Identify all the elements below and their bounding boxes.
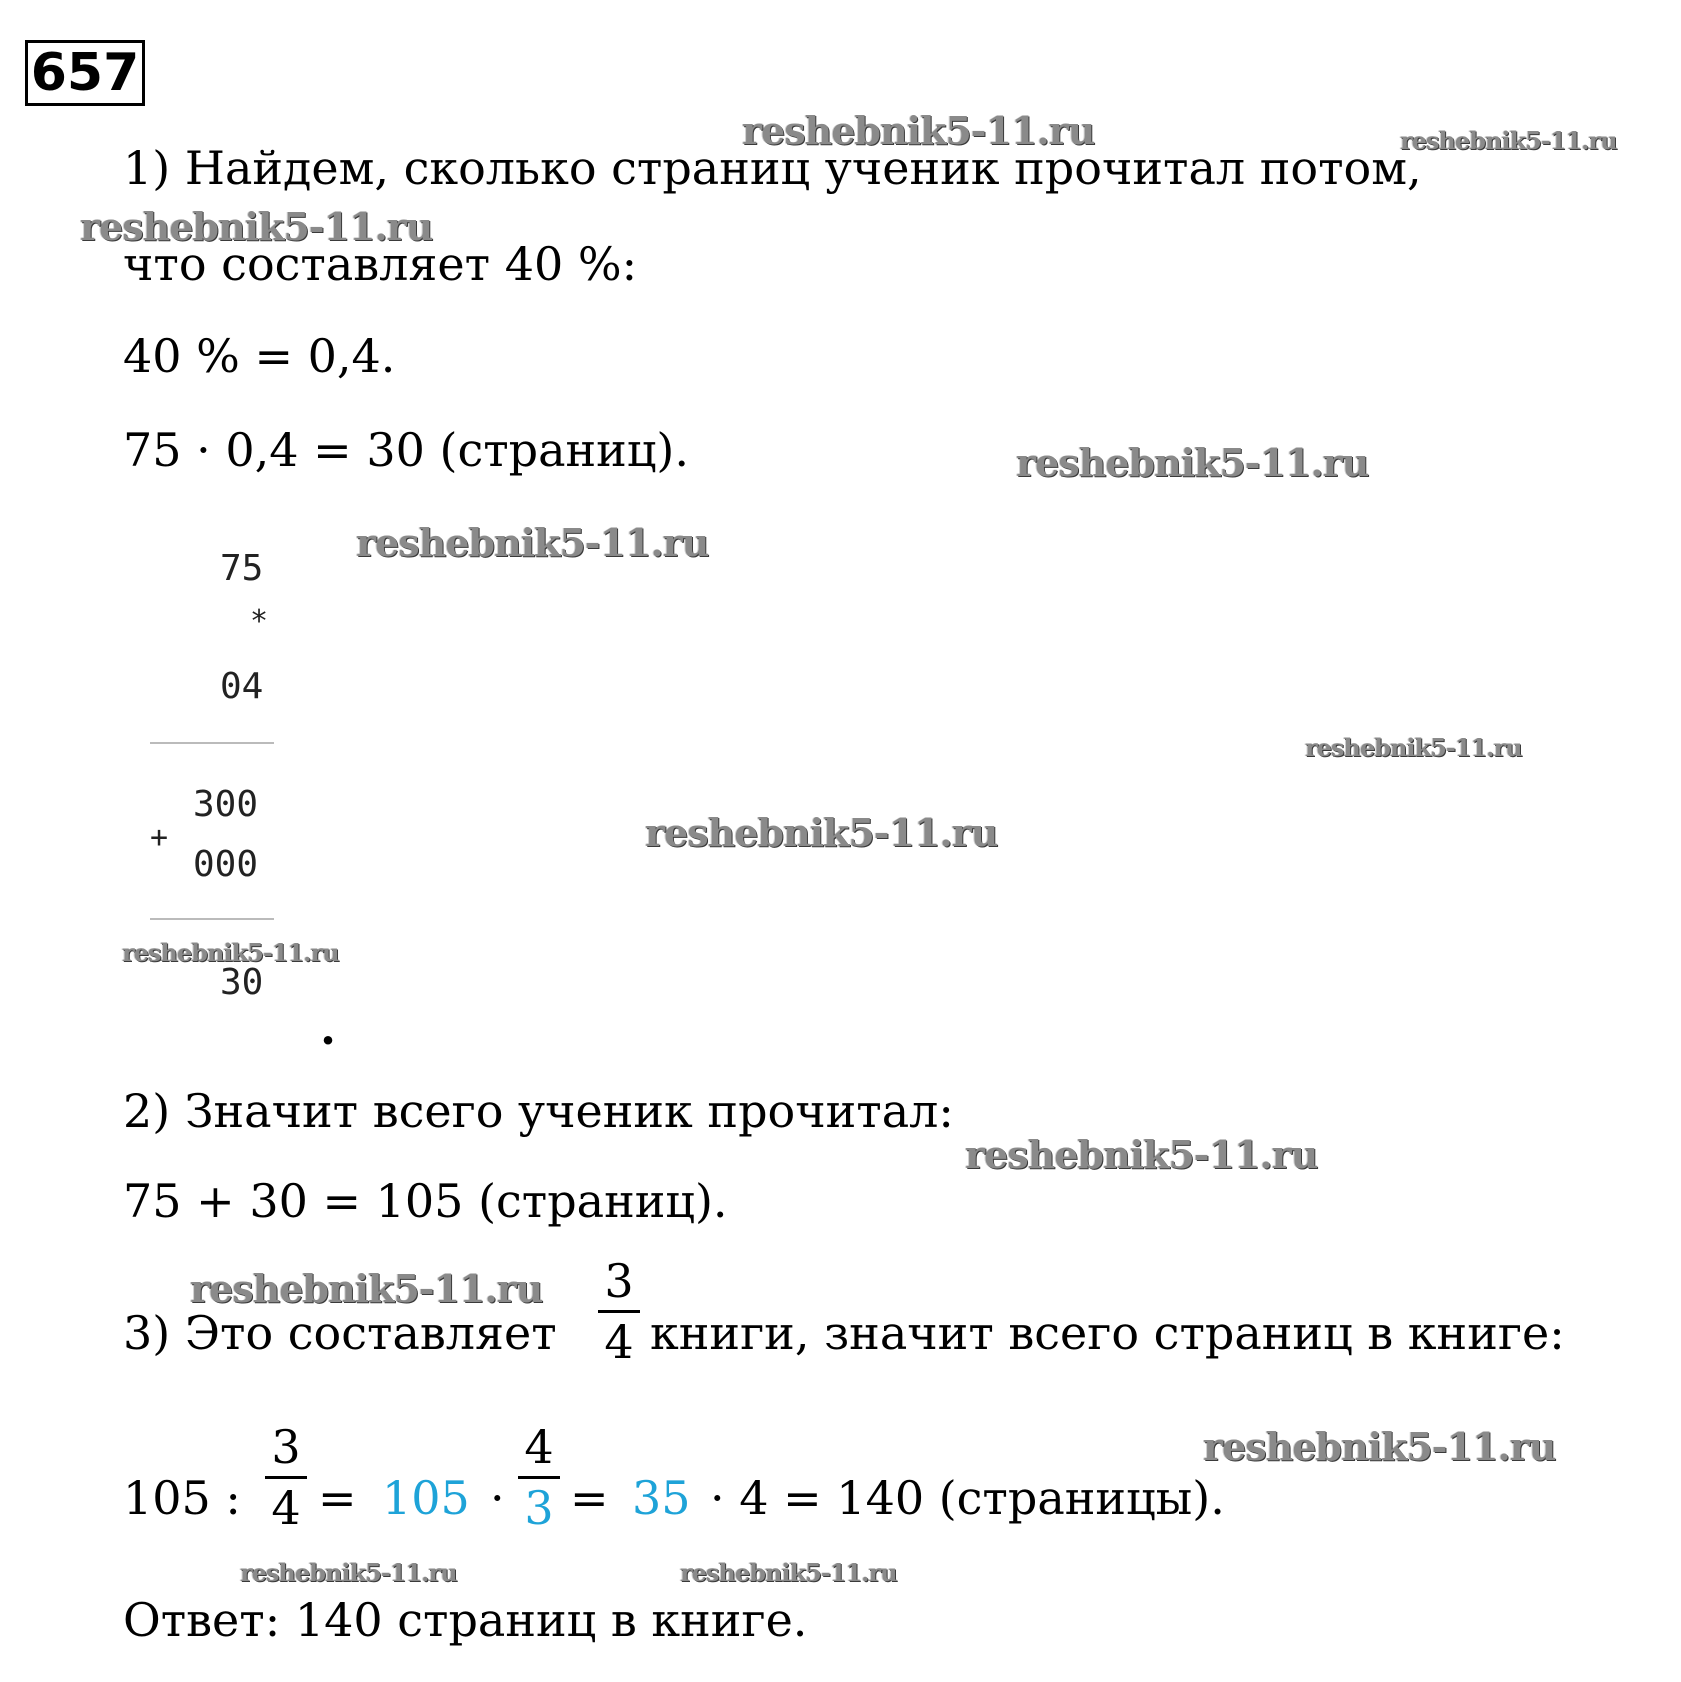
step3-fraction bbox=[598, 1254, 640, 1369]
column-mult-second: 04 bbox=[220, 666, 264, 707]
fraction-2-numerator: 4 bbox=[524, 1420, 554, 1474]
watermark: reshebnik5-11.ru bbox=[122, 938, 339, 967]
step1-eq2: 75 · 0,4 = 30 (страниц). bbox=[123, 423, 689, 477]
step3-fraction-2 bbox=[518, 1420, 560, 1535]
fraction-1-bar bbox=[265, 1476, 307, 1479]
watermark: reshebnik5-11.ru bbox=[190, 1266, 543, 1311]
fraction-1-numerator: 3 bbox=[271, 1420, 301, 1474]
step3-text-before: 3) Это составляет bbox=[123, 1306, 557, 1360]
watermark: reshebnik5-11.ru bbox=[80, 204, 433, 249]
step3-eq-part5: · 4 = 140 (страницы). bbox=[710, 1471, 1225, 1525]
step3-fraction-bar bbox=[598, 1310, 640, 1313]
watermark: reshebnik5-11.ru bbox=[240, 1558, 457, 1587]
watermark: reshebnik5-11.ru bbox=[1016, 440, 1369, 485]
step3-eq-part2: = bbox=[318, 1471, 357, 1525]
step3-blue-105: 105 bbox=[382, 1471, 470, 1525]
watermark: reshebnik5-11.ru bbox=[645, 810, 998, 855]
step3-fraction-1 bbox=[265, 1420, 307, 1535]
step1-line2: что составляет 40 %: bbox=[123, 237, 638, 291]
step3-eq-part3: · bbox=[490, 1471, 505, 1525]
step2-line1: 2) Значит всего ученик прочитал: bbox=[123, 1084, 954, 1138]
step3-eq-part1: 105 : bbox=[123, 1471, 241, 1525]
answer-line: Ответ: 140 страниц в книге. bbox=[123, 1593, 808, 1647]
watermark: reshebnik5-11.ru bbox=[1203, 1424, 1556, 1469]
step1-line1: 1) Найдем, сколько страниц ученик прочитал потом, bbox=[123, 141, 1422, 195]
column-mult-partial1: 300 bbox=[193, 784, 259, 825]
fraction-2-bar bbox=[518, 1476, 560, 1479]
step3-fraction-numerator: 3 bbox=[604, 1254, 634, 1308]
column-mult-rule-2 bbox=[150, 918, 274, 920]
watermark: reshebnik5-11.ru bbox=[965, 1132, 1318, 1177]
step2-eq: 75 + 30 = 105 (страниц). bbox=[123, 1174, 728, 1228]
column-mult-top: 75 bbox=[220, 548, 264, 589]
fraction-2-denominator: 3 bbox=[524, 1481, 554, 1535]
column-mult-partial2: 000 bbox=[193, 844, 259, 885]
step1-eq1: 40 % = 0,4. bbox=[123, 329, 396, 383]
column-mult-result: 30 bbox=[220, 962, 264, 1003]
column-mult-plus: + bbox=[150, 820, 169, 855]
column-mult-operator: * bbox=[250, 604, 269, 639]
watermark: reshebnik5-11.ru bbox=[1305, 733, 1522, 762]
watermark: reshebnik5-11.ru bbox=[742, 108, 1095, 153]
column-mult-rule-1 bbox=[150, 742, 274, 744]
step3-blue-35: 35 bbox=[632, 1471, 691, 1525]
fraction-1-denominator: 4 bbox=[271, 1481, 301, 1535]
watermark: reshebnik5-11.ru bbox=[680, 1558, 897, 1587]
column-mult-dot: . bbox=[320, 1001, 337, 1055]
watermark: reshebnik5-11.ru bbox=[1400, 126, 1617, 155]
step3-text-after: книги, значит всего страниц в книге: bbox=[650, 1306, 1565, 1360]
task-number-box: 657 bbox=[25, 40, 145, 106]
watermark: reshebnik5-11.ru bbox=[356, 520, 709, 565]
step3-eq-part4: = bbox=[570, 1471, 609, 1525]
step3-fraction-denominator: 4 bbox=[604, 1315, 634, 1369]
